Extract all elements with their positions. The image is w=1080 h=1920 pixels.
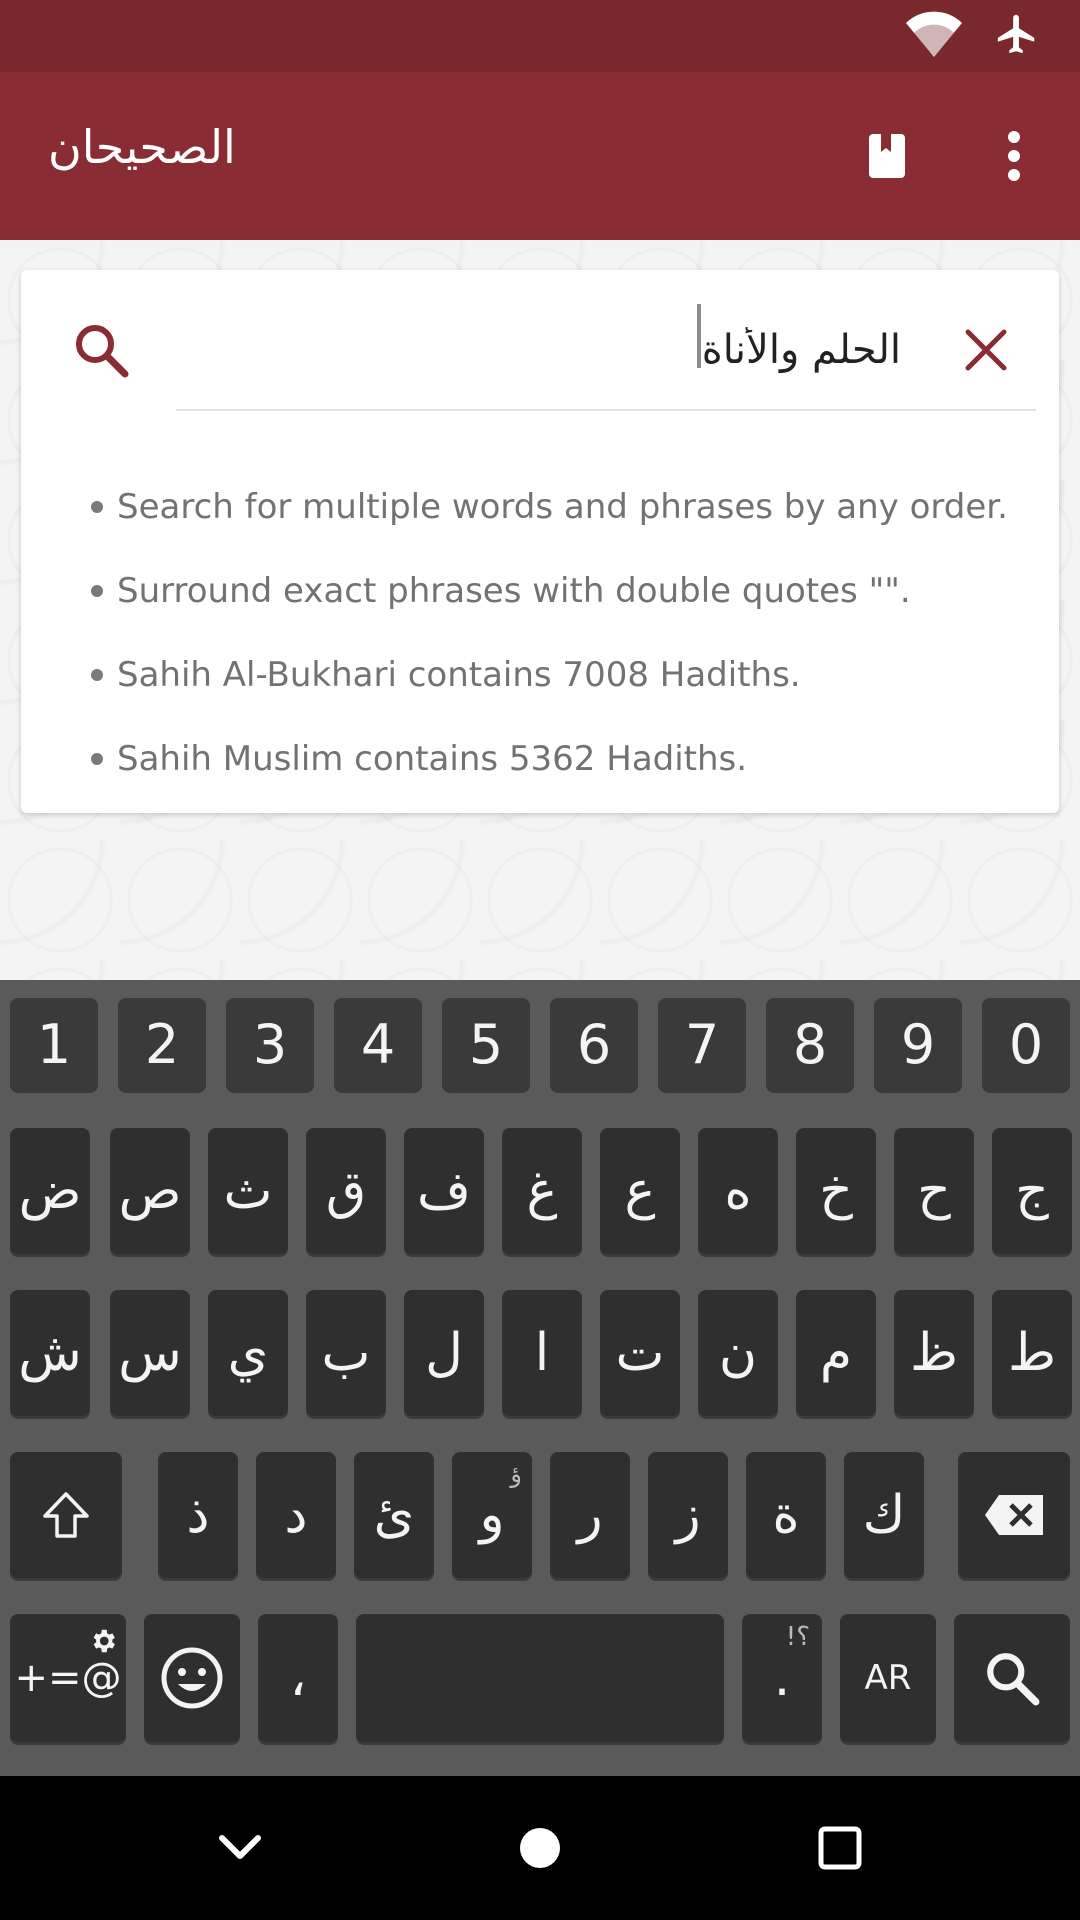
key-letter[interactable]: ث [208, 1128, 288, 1254]
tip-item: Sahih Al-Bukhari contains 7008 Hadiths. [69, 633, 1029, 717]
app-bar [0, 72, 1080, 240]
search-input[interactable] [181, 310, 921, 390]
tip-item: Surround exact phrases with double quotes "". [69, 549, 1029, 633]
search-tips [69, 465, 1029, 801]
key-letter[interactable]: و ؤ [452, 1452, 532, 1578]
key-6[interactable]: 6 [550, 998, 638, 1090]
key-7[interactable]: 7 [658, 998, 746, 1090]
key-5[interactable]: 5 [442, 998, 530, 1090]
key-letter[interactable]: ع [600, 1128, 680, 1254]
key-8[interactable]: 8 [766, 998, 854, 1090]
key-0[interactable]: 0 [982, 998, 1070, 1090]
settings-gear-icon [88, 1620, 118, 1666]
key-letter[interactable]: ل [404, 1290, 484, 1416]
key-1[interactable]: 1 [10, 998, 98, 1090]
key-letter[interactable]: ص [110, 1128, 190, 1254]
navigation-bar [0, 1776, 1080, 1920]
app-title: الصحيحان [48, 120, 236, 174]
tip-item: Sahih Muslim contains 5362 Hadiths. [69, 717, 1029, 801]
key-letter[interactable]: غ [502, 1128, 582, 1254]
key-letter[interactable]: ه [698, 1128, 778, 1254]
key-letter[interactable]: ج [992, 1128, 1072, 1254]
key-letter[interactable]: ض [10, 1128, 90, 1254]
backspace-key[interactable] [958, 1452, 1070, 1578]
emoji-key[interactable] [144, 1614, 240, 1742]
text-caret [697, 304, 701, 368]
tip-item: Search for multiple words and phrases by any order. [69, 465, 1029, 549]
key-letter[interactable]: ف [404, 1128, 484, 1254]
more-options-icon[interactable] [982, 124, 1046, 188]
symbols-key[interactable]: +=@ [10, 1614, 126, 1742]
key-letter[interactable]: د [256, 1452, 336, 1578]
status-bar [0, 0, 1080, 72]
close-icon [962, 326, 1010, 374]
language-key[interactable]: AR [840, 1614, 936, 1742]
search-card [21, 270, 1059, 813]
emoji-icon [160, 1646, 224, 1710]
key-letter[interactable]: س [110, 1290, 190, 1416]
search-key[interactable] [954, 1614, 1070, 1742]
search-icon[interactable] [56, 310, 146, 390]
key-letter[interactable]: ذ [158, 1452, 238, 1578]
key-letter[interactable]: ط [992, 1290, 1072, 1416]
key-letter[interactable]: ن [698, 1290, 778, 1416]
key-9[interactable]: 9 [874, 998, 962, 1090]
key-letter[interactable]: ا [502, 1290, 582, 1416]
wifi-icon [904, 9, 964, 63]
key-4[interactable]: 4 [334, 998, 422, 1090]
key-letter[interactable]: ئ [354, 1452, 434, 1578]
shift-icon [41, 1490, 91, 1540]
key-letter[interactable]: ك [844, 1452, 924, 1578]
home-icon[interactable] [500, 1812, 580, 1884]
key-letter[interactable]: ة [746, 1452, 826, 1578]
search-icon [983, 1649, 1041, 1707]
search-underline [176, 409, 1036, 411]
period-key[interactable]: . !؟ [742, 1614, 822, 1742]
key-letter[interactable]: ب [306, 1290, 386, 1416]
shift-key[interactable] [10, 1452, 122, 1578]
key-2[interactable]: 2 [118, 998, 206, 1090]
back-icon[interactable] [200, 1812, 280, 1884]
key-letter[interactable]: ر [550, 1452, 630, 1578]
key-letter[interactable]: ت [600, 1290, 680, 1416]
comma-key[interactable]: ، [258, 1614, 338, 1742]
bullet-icon [91, 501, 103, 513]
clear-search-button[interactable] [941, 310, 1031, 390]
key-letter[interactable]: م [796, 1290, 876, 1416]
key-letter[interactable]: ق [306, 1128, 386, 1254]
key-letter[interactable]: ي [208, 1290, 288, 1416]
bullet-icon [91, 669, 103, 681]
key-3[interactable]: 3 [226, 998, 314, 1090]
key-letter[interactable]: ح [894, 1128, 974, 1254]
bookmark-icon[interactable] [855, 124, 919, 188]
space-key[interactable] [356, 1614, 724, 1742]
soft-keyboard [0, 980, 1080, 1776]
key-letter[interactable]: ز [648, 1452, 728, 1578]
key-letter[interactable]: ظ [894, 1290, 974, 1416]
airplane-mode-icon [994, 11, 1040, 61]
backspace-icon [983, 1493, 1045, 1537]
key-letter[interactable]: ش [10, 1290, 90, 1416]
bullet-icon [91, 585, 103, 597]
key-letter[interactable]: خ [796, 1128, 876, 1254]
bullet-icon [91, 753, 103, 765]
recents-icon[interactable] [800, 1812, 880, 1884]
